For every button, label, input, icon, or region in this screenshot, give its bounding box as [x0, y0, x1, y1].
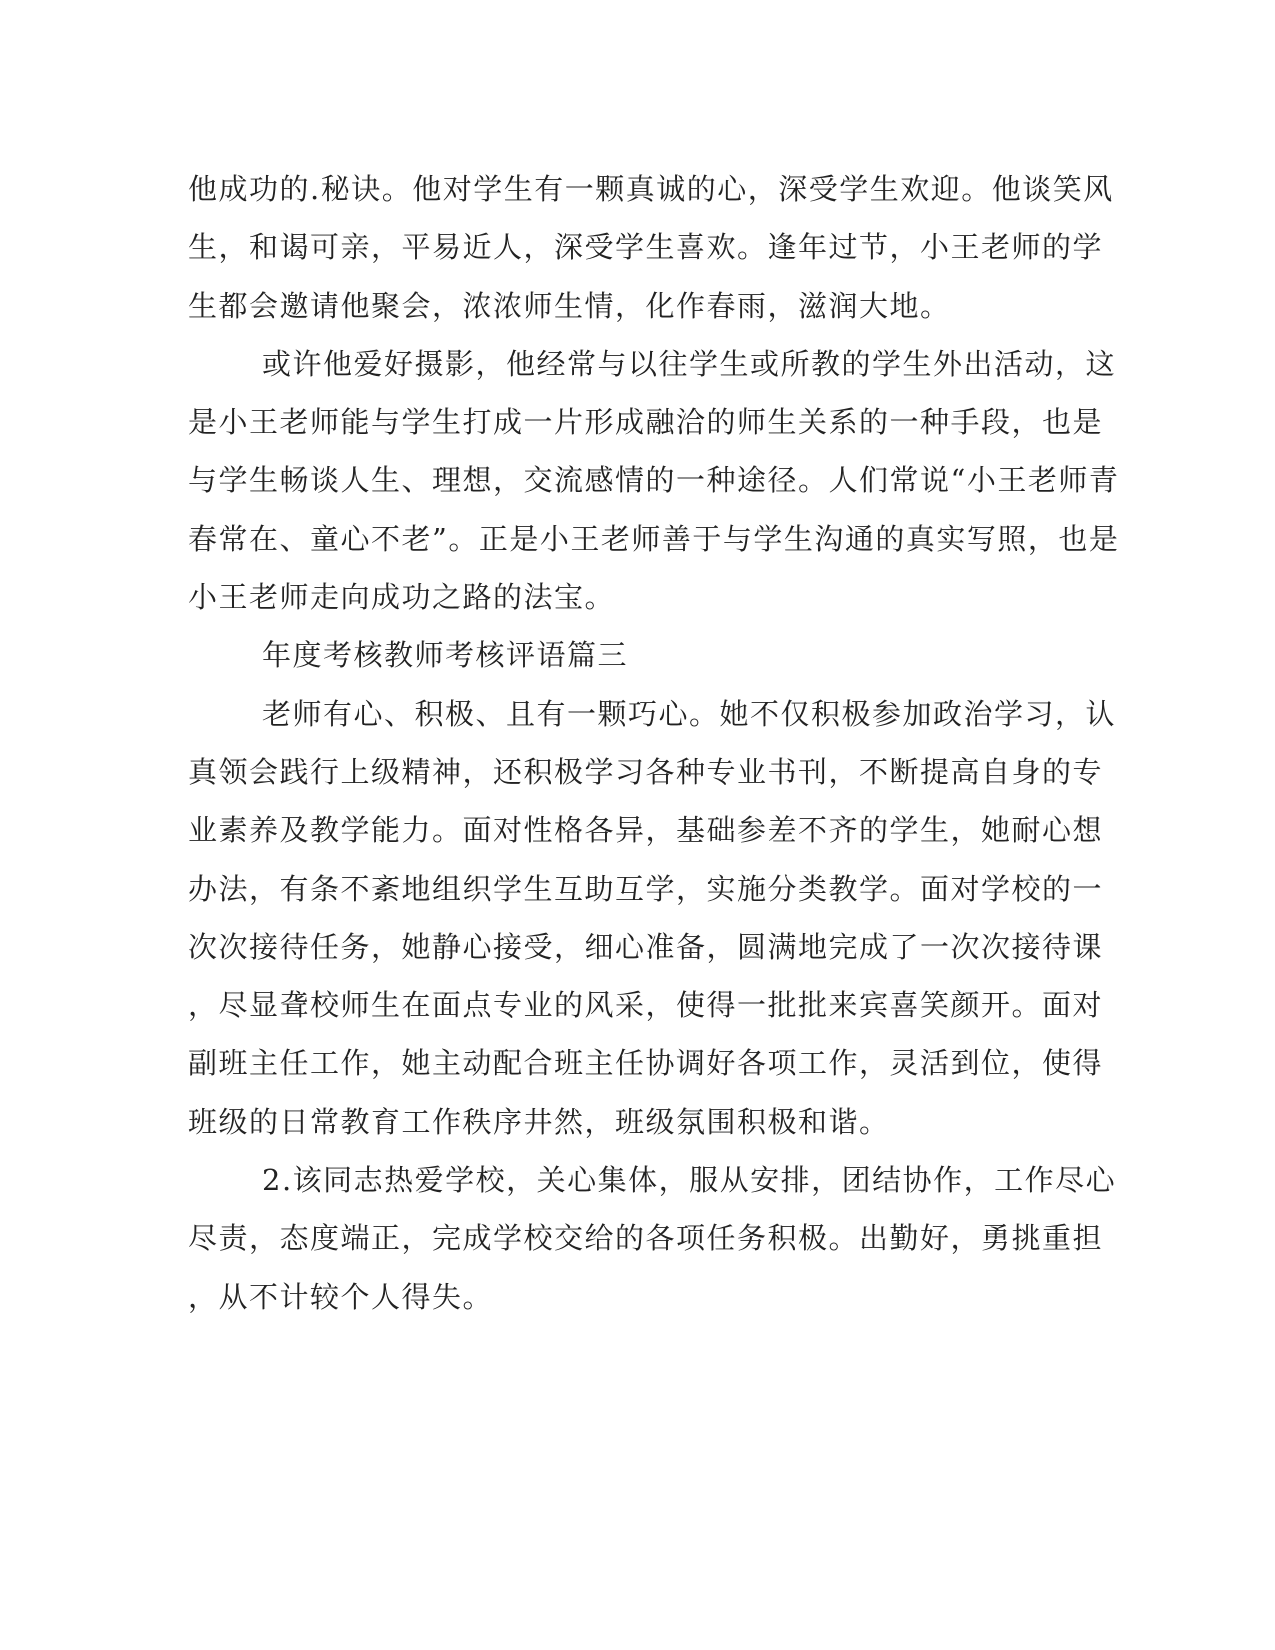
text-line: ，尽显聋校师生在面点专业的风采，使得一批批来宾喜笑颜开。面对 — [188, 988, 1104, 1023]
text-line: 与学生畅谈人生、理想，交流感情的一种途径。人们常说“小王老师青 — [188, 463, 1120, 498]
text-line: 副班主任工作，她主动配合班主任协调好各项工作，灵活到位，使得 — [188, 1046, 1104, 1081]
text-line: 他成功的.秘诀。他对学生有一颗真诚的心，深受学生欢迎。他谈笑风 — [188, 172, 1114, 206]
text-line: 尽责，态度端正，完成学校交给的各项任务积极。出勤好，勇挑重担 — [188, 1221, 1104, 1256]
body-text — [188, 160, 1120, 1326]
text-line: 业素养及教学能力。面对性格各异，基础参差不齐的学生，她耐心想 — [188, 813, 1104, 848]
paragraph-first-line: 老师有心、积极、且有一颗巧心。她不仅积极参加政治学习，认 — [262, 696, 1117, 731]
text-line: 真领会践行上级精神，还积极学习各种专业书刊，不断提高自身的专 — [188, 754, 1104, 789]
text-line: 生，和谒可亲，平易近人，深受学生喜欢。逢年过节，小王老师的学 — [188, 230, 1104, 265]
section-heading: 年度考核教师考核评语篇三 — [262, 638, 629, 673]
text-line: 小王老师走向成功之路的法宝。 — [188, 580, 616, 615]
text-line: ，从不计较个人得失。 — [188, 1279, 494, 1314]
paragraph-first-line: 或许他爱好摄影，他经常与以往学生或所教的学生外出活动，这 — [262, 346, 1117, 381]
text-line: 春常在、童心不老”。正是小王老师善于与学生沟通的真实写照，也是 — [188, 521, 1120, 556]
paragraph-first-line: 2.该同志热爱学校，关心集体，服从安排，团结协作，工作尽心 — [262, 1163, 1117, 1198]
text-line: 是小王老师能与学生打成一片形成融洽的师生关系的一种手段，也是 — [188, 405, 1104, 440]
text-line: 次次接待任务，她静心接受，细心准备，圆满地完成了一次次接待课 — [188, 929, 1104, 964]
text-line: 班级的日常教育工作秩序井然，班级氛围积极和谐。 — [188, 1104, 890, 1139]
text-line: 办法，有条不紊地组织学生互助互学，实施分类教学。面对学校的一 — [188, 871, 1104, 906]
text-line: 生都会邀请他聚会，浓浓师生情，化作春雨，滋润大地。 — [188, 288, 951, 323]
